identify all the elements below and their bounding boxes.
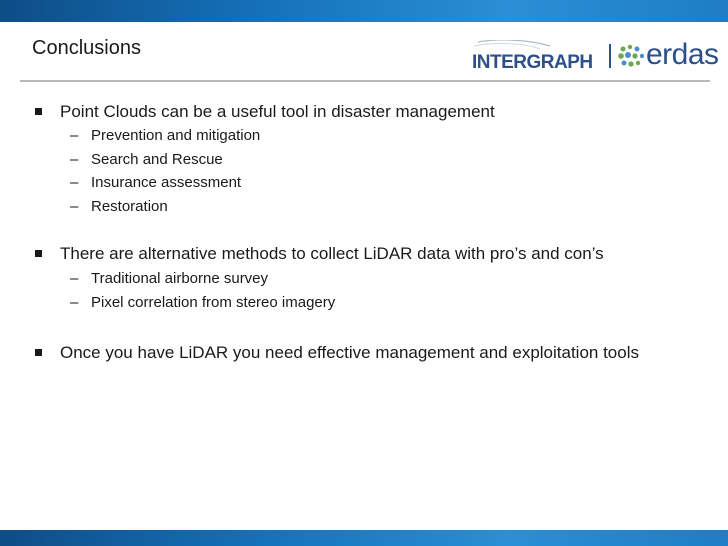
sub-item bbox=[0, 294, 728, 314]
sub-marker: – bbox=[70, 294, 79, 311]
erdas-dots-icon bbox=[617, 43, 647, 69]
bullet-marker bbox=[35, 349, 42, 356]
sub-text: Restoration bbox=[91, 198, 168, 215]
intergraph-wordmark: INTERGRAPH bbox=[472, 52, 593, 72]
logo-area bbox=[470, 36, 720, 76]
sub-text: Traditional airborne survey bbox=[91, 270, 269, 287]
slide-title: Conclusions bbox=[32, 37, 141, 59]
sub-item bbox=[0, 151, 728, 171]
sub-marker: – bbox=[70, 198, 79, 215]
logo-divider bbox=[609, 44, 611, 68]
header-bar bbox=[0, 0, 728, 22]
bullet-text: Once you have LiDAR you need effective management and exploitation tools bbox=[60, 343, 639, 362]
sub-item bbox=[0, 127, 728, 147]
sub-text: Prevention and mitigation bbox=[91, 127, 261, 144]
sub-text: Pixel correlation from stereo imagery bbox=[91, 294, 336, 311]
sub-text: Insurance assessment bbox=[91, 174, 242, 191]
footer-bar bbox=[0, 530, 728, 546]
bullet-item bbox=[0, 102, 728, 126]
sub-item bbox=[0, 270, 728, 290]
bullet-item bbox=[0, 343, 728, 367]
bullet-text: There are alternative methods to collect LiDAR data with pro’s and con’s bbox=[60, 244, 604, 263]
bullet-marker bbox=[35, 108, 42, 115]
bullet-marker bbox=[35, 250, 42, 257]
sub-marker: – bbox=[70, 270, 79, 287]
intergraph-logo bbox=[470, 40, 605, 72]
sub-item bbox=[0, 174, 728, 194]
sub-marker: – bbox=[70, 127, 79, 144]
sub-marker: – bbox=[70, 174, 79, 191]
bullet-text: Point Clouds can be a useful tool in disaster management bbox=[60, 102, 495, 121]
bullet-item bbox=[0, 244, 728, 268]
title-rule bbox=[20, 80, 710, 82]
sub-item bbox=[0, 198, 728, 218]
erdas-wordmark: erdas bbox=[646, 38, 719, 71]
sub-marker: – bbox=[70, 151, 79, 168]
sub-text: Search and Rescue bbox=[91, 151, 223, 168]
